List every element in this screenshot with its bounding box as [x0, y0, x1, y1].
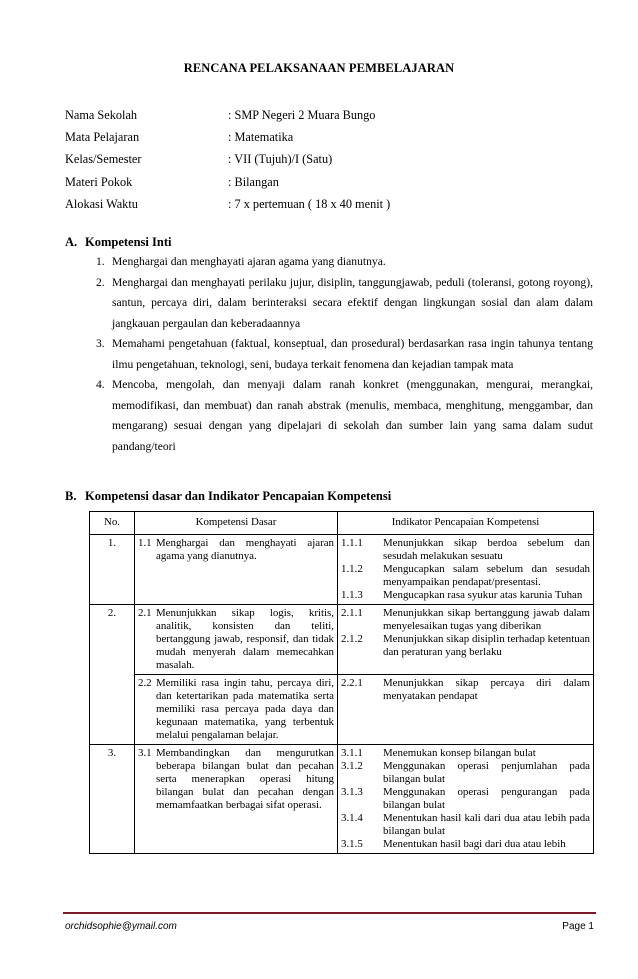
info-label: Mata Pelajaran: [65, 130, 140, 144]
section-title: Kompetensi dasar dan Indikator Pencapaian Kompetensi: [85, 489, 392, 503]
info-row-class: [65, 152, 585, 170]
indicator-item: [341, 633, 590, 659]
kd-text: Menghargai dan menghayati ajaran agama yang dianutnya.: [156, 537, 334, 562]
indicator-text: Menunjukkan sikap percaya diri dalam menyatakan pendapat: [383, 677, 590, 702]
kd-number: 2.1: [138, 607, 152, 619]
table-row: [90, 535, 594, 605]
item-text: Menghargai dan menghayati perilaku jujur, disiplin, tanggungjawab, peduli (toleransi, gotong royong), santun, percaya diri, dalam berinteraksi secara efektif dengan lingkungan sosial dan alam dalam jangkauan pergaulan dan keberadaannya: [112, 275, 593, 330]
row-number: 1.: [90, 535, 135, 605]
indicator-number: 1.1.1: [341, 537, 363, 549]
info-label: Kelas/Semester: [65, 152, 142, 166]
core-competency-list: [96, 252, 593, 457]
indicator-item: [341, 786, 590, 812]
info-row-school: [65, 108, 585, 126]
indicator-text: Menggunakan operasi pengurangan pada bilangan bulat: [383, 786, 590, 811]
kd-cell: [135, 605, 338, 675]
column-header-indicator: Indikator Pencapaian Kompetensi: [338, 512, 594, 535]
info-value: : Matematika: [228, 130, 294, 144]
column-header-no: No.: [90, 512, 135, 535]
kd-number: 2.2: [138, 677, 152, 689]
item-number: 3.: [96, 337, 105, 350]
kd-item: [138, 677, 334, 742]
kd-number: 3.1: [138, 747, 152, 759]
indicator-number: 3.1.3: [341, 786, 363, 798]
indicator-text: Menentukan hasil kali dari dua atau lebih pada bilangan bulat: [383, 812, 590, 837]
indicator-number: 3.1.4: [341, 812, 363, 824]
item-text: Mencoba, mengolah, dan menyaji dalam ranah konkret (menggunakan, mengurai, merangkai, memodifikasi, dan membuat) dan ranah abstrak (menulis, membaca, menghitung, menggambar, dan mengarang) sesuai dengan yang dipelajari di sekolah dan sumber lain yang sama dalam sudut pandang/teori: [112, 378, 593, 453]
indicator-number: 1.1.2: [341, 563, 363, 575]
info-label: Alokasi Waktu: [65, 197, 138, 211]
indicator-text: Menunjukkan sikap bertanggung jawab dalam menyelesaikan tugas yang diberikan: [383, 607, 590, 632]
kd-number: 1.1: [138, 537, 152, 549]
indicator-cell: [338, 675, 594, 745]
indicator-cell: [338, 745, 594, 854]
footer-divider: [63, 912, 596, 914]
indicator-item: [341, 747, 590, 760]
indicator-item: [341, 838, 590, 851]
indicator-text: Mengucapkan rasa syukur atas karunia Tuhan: [383, 589, 583, 601]
indicator-number: 1.1.3: [341, 589, 363, 601]
list-item: [96, 375, 593, 457]
kd-cell: [135, 535, 338, 605]
indicator-text: Mengucapkan salam sebelum dan sesudah menyampaikan pendapat/presentasi.: [383, 563, 590, 588]
indicator-number: 2.1.1: [341, 607, 363, 619]
info-row-time: [65, 197, 585, 215]
row-number: 3.: [90, 745, 135, 854]
list-item: [96, 334, 593, 375]
section-b-heading: [65, 489, 391, 504]
kd-cell: [135, 675, 338, 745]
section-number: A.: [65, 235, 78, 249]
indicator-text: Menunjukkan sikap berdoa sebelum dan sesudah melakukan sesuatu: [383, 537, 590, 562]
info-label: Nama Sekolah: [65, 108, 138, 122]
indicator-text: Menunjukkan sikap disiplin terhadap ketentuan dan peraturan yang berlaku: [383, 633, 590, 658]
list-item: [96, 252, 593, 273]
section-title: Kompetensi Inti: [85, 235, 172, 249]
kd-text: Membandingkan dan mengurutkan beberapa bilangan bulat dan pecahan serta menerapkan operasi hitung bilangan bulat dan pecahan dengan memamfaatkan berbagai sifat operasi.: [156, 747, 334, 811]
indicator-item: [341, 563, 590, 589]
indicator-item: [341, 812, 590, 838]
info-value: : 7 x pertemuan ( 18 x 40 menit ): [228, 197, 391, 211]
indicator-number: 3.1.1: [341, 747, 363, 759]
kd-text: Memiliki rasa ingin tahu, percaya diri, dan ketertarikan pada matematika serta memiliki rasa percaya pada daya dan kegunaan matematika, yang terbentuk melalui pengalaman belajar.: [156, 677, 334, 741]
list-item: [96, 273, 593, 335]
indicator-text: Menggunakan operasi penjumlahan pada bilangan bulat: [383, 760, 590, 785]
indicator-cell: [338, 605, 594, 675]
info-value: : VII (Tujuh)/I (Satu): [228, 152, 333, 166]
indicator-cell: [338, 535, 594, 605]
indicator-item: [341, 607, 590, 633]
indicator-text: Menemukan konsep bilangan bulat: [383, 747, 536, 759]
info-row-topic: [65, 175, 585, 193]
indicator-item: [341, 760, 590, 786]
indicator-number: 2.1.2: [341, 633, 363, 645]
kd-item: [138, 747, 334, 812]
indicator-text: Menentukan hasil bagi dari dua atau lebih: [383, 838, 566, 850]
row-number: 2.: [90, 605, 135, 745]
indicator-item: [341, 589, 590, 602]
table-row: [90, 675, 594, 745]
item-number: 2.: [96, 275, 105, 289]
indicator-item: [341, 537, 590, 563]
kd-cell: [135, 745, 338, 854]
kd-item: [138, 537, 334, 563]
page-number: Page 1: [562, 921, 594, 932]
table-row: [90, 605, 594, 675]
competency-table: [89, 511, 594, 854]
indicator-number: 3.1.2: [341, 760, 363, 772]
item-text: Memahami pengetahuan (faktual, konseptual, dan prosedural) berdasarkan rasa ingin tahunya tentang ilmu pengetahuan, teknologi, seni, budaya terkait fenomena dan kejadian tampak mata: [112, 337, 593, 371]
indicator-number: 2.2.1: [341, 677, 363, 689]
column-header-kd: Kompetensi Dasar: [135, 512, 338, 535]
indicator-item: [341, 677, 590, 703]
kd-text: Menunjukkan sikap logis, kritis, analitik, konsisten dan teliti, bertanggung jawab, responsif, dan tidak mudah menyerah dalam memecahkan masalah.: [156, 607, 334, 671]
info-value: : SMP Negeri 2 Muara Bungo: [228, 108, 376, 122]
item-number: 1.: [96, 255, 105, 268]
table-header-row: [90, 512, 594, 535]
info-row-subject: [65, 130, 585, 148]
indicator-number: 3.1.5: [341, 838, 363, 850]
section-number: B.: [65, 489, 77, 503]
footer-email: orchidsophie@ymail.com: [65, 921, 177, 932]
section-a-heading: [65, 235, 171, 250]
info-label: Materi Pokok: [65, 175, 133, 189]
item-text: Menghargai dan menghayati ajaran agama yang dianutnya.: [112, 255, 386, 268]
item-number: 4.: [96, 378, 105, 391]
table-row: [90, 745, 594, 854]
kd-item: [138, 607, 334, 672]
info-value: : Bilangan: [228, 175, 279, 189]
document-title: RENCANA PELAKSANAAN PEMBELAJARAN: [183, 61, 455, 75]
